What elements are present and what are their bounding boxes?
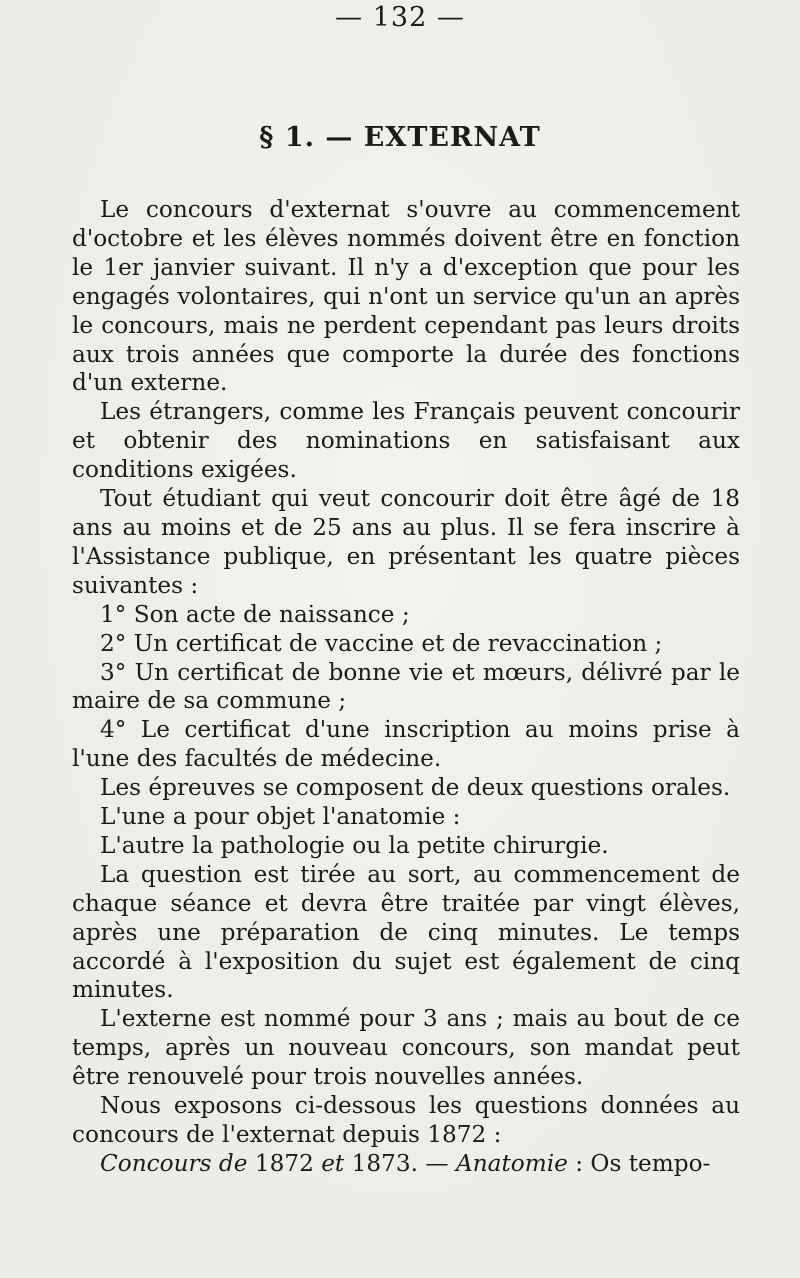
paragraph-exams: Les épreuves se composent de deux questions orales.	[100, 774, 731, 802]
paragraph-calendar: Le concours d'externat s'ouvre au commencement d'octobre et les élèves nommés doivent être en fonction le 1er janvier suivant. Il n'y a d'exception que pour les engagés volontaires, qui n'ont un service qu'un an après le concours, mais ne perdent cependant pas leurs droits aux trois années que comporte la durée des fonctions d'un externe.	[72, 196, 740, 397]
list-item: 3° Un certificat de bonne vie et mœurs, délivré par le maire de sa commune ;	[72, 658, 740, 715]
year-1873: 1873. —	[351, 1149, 449, 1177]
paragraph-concours-line	[72, 1150, 740, 1179]
topic-text: : Os tempo-	[575, 1149, 711, 1177]
page-number: — 132 —	[335, 2, 465, 33]
year-1872: 1872	[254, 1149, 314, 1177]
paragraph-pathology: L'autre la pathologie ou la petite chirurgie.	[100, 831, 609, 859]
paragraph-term: L'externe est nommé pour 3 ans ; mais au bout de ce temps, après un nouveau concours, son mandat peut être renouvelé pour trois nouvelles années.	[72, 1005, 740, 1091]
section-heading: § 1. — EXTERNAT	[259, 122, 541, 153]
paragraph-draw: La question est tirée au sort, au commencement de chaque séance et devra être traitée par vingt élèves, après une préparation de cinq minutes. Le temps accordé à l'exposition du sujet est également de cinq minutes.	[72, 860, 740, 1004]
topic-label: Anatomie	[455, 1149, 568, 1177]
paragraph-anatomy: L'une a pour objet l'anatomie :	[100, 803, 461, 831]
conjunction: et	[321, 1149, 345, 1177]
list-item: 2° Un certificat de vaccine et de revaccination ;	[100, 629, 663, 657]
paragraph-questions-intro: Nous exposons ci-dessous les questions données au concours de l'externat depuis 1872 :	[72, 1092, 740, 1148]
body-text	[72, 196, 740, 1179]
list-item: 4° Le certificat d'une inscription au moins prise à l'une des facultés de médecine.	[72, 716, 740, 773]
concours-label: Concours de	[100, 1149, 248, 1177]
paragraph-foreigners: Les étrangers, comme les Français peuvent concourir et obtenir des nominations en satisfaisant aux conditions exigées.	[72, 398, 740, 484]
paragraph-eligibility: Tout étudiant qui veut concourir doit être âgé de 18 ans au moins et de 25 ans au plus. Il se fera inscrire à l'Assistance publique, en présentant les quatre pièces suivantes :	[72, 485, 740, 599]
list-item: 1° Son acte de naissance ;	[100, 600, 410, 628]
